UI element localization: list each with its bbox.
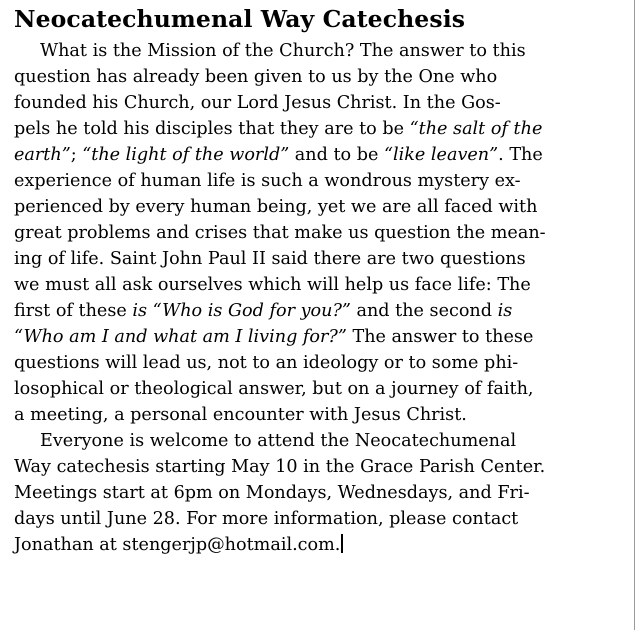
text-span: ; [70, 145, 83, 165]
text-line [14, 142, 543, 168]
text-line: ing of life. Saint John Paul II said there are two questions [14, 249, 526, 269]
text-line: a meeting, a personal encounter with Jesus Christ. [14, 405, 467, 425]
text-line [14, 116, 542, 142]
text-line: we must all ask ourselves which will help us face life: The [14, 275, 531, 295]
text-line: question has already been given to us by the One who [14, 67, 498, 87]
text-line: experience of human life is such a wondrous mystery ex- [14, 171, 521, 191]
text-line: founded his Church, our Lord Jesus Christ. In the Gos- [14, 93, 501, 113]
text-span: and to be [289, 145, 385, 165]
text-line: perienced by every human being, yet we are all faced with [14, 197, 538, 217]
text-line [14, 324, 533, 350]
text-line: questions will lead us, not to an ideology or to some phi- [14, 353, 519, 373]
text-span: first of these [14, 301, 133, 321]
quote-earth: earth” [14, 145, 71, 165]
text-cursor [341, 534, 343, 553]
quote-who-am-i: “Who am I and what am I living for?” [14, 327, 347, 347]
text-span: is [497, 301, 513, 321]
text-line: losophical or theological answer, but on a journey of faith, [14, 379, 534, 399]
quote-light-of-the-world: “the light of the world” [82, 145, 290, 165]
text-line: Everyone is welcome to attend the Neocatechumenal [40, 431, 517, 451]
text-line [14, 532, 343, 558]
text-span: . The [498, 145, 543, 165]
text-line: days until June 28. For more information, please contact [14, 509, 519, 529]
contact-text: Jonathan at stengerjp@hotmail.com. [14, 535, 341, 555]
text-span: pels he told his disciples that they are to be [14, 119, 410, 139]
text-line: What is the Mission of the Church? The answer to this [40, 41, 526, 61]
text-line [14, 298, 512, 324]
quote-who-is-god: is “Who is God for you?” [132, 301, 351, 321]
column-border [634, 0, 635, 630]
text-span: The answer to these [346, 327, 534, 347]
text-line: great problems and crises that make us question the mean- [14, 223, 546, 243]
text-line: Meetings start at 6pm on Mondays, Wednesdays, and Fri- [14, 483, 530, 503]
quote-like-leaven: “like leaven” [384, 145, 499, 165]
article-title: Neocatechumenal Way Catechesis [14, 5, 466, 33]
text-span: and the second [350, 301, 498, 321]
text-line: Way catechesis starting May 10 in the Grace Parish Center. [14, 457, 546, 477]
quote-salt-of-the-earth: “the salt of the [409, 119, 543, 139]
